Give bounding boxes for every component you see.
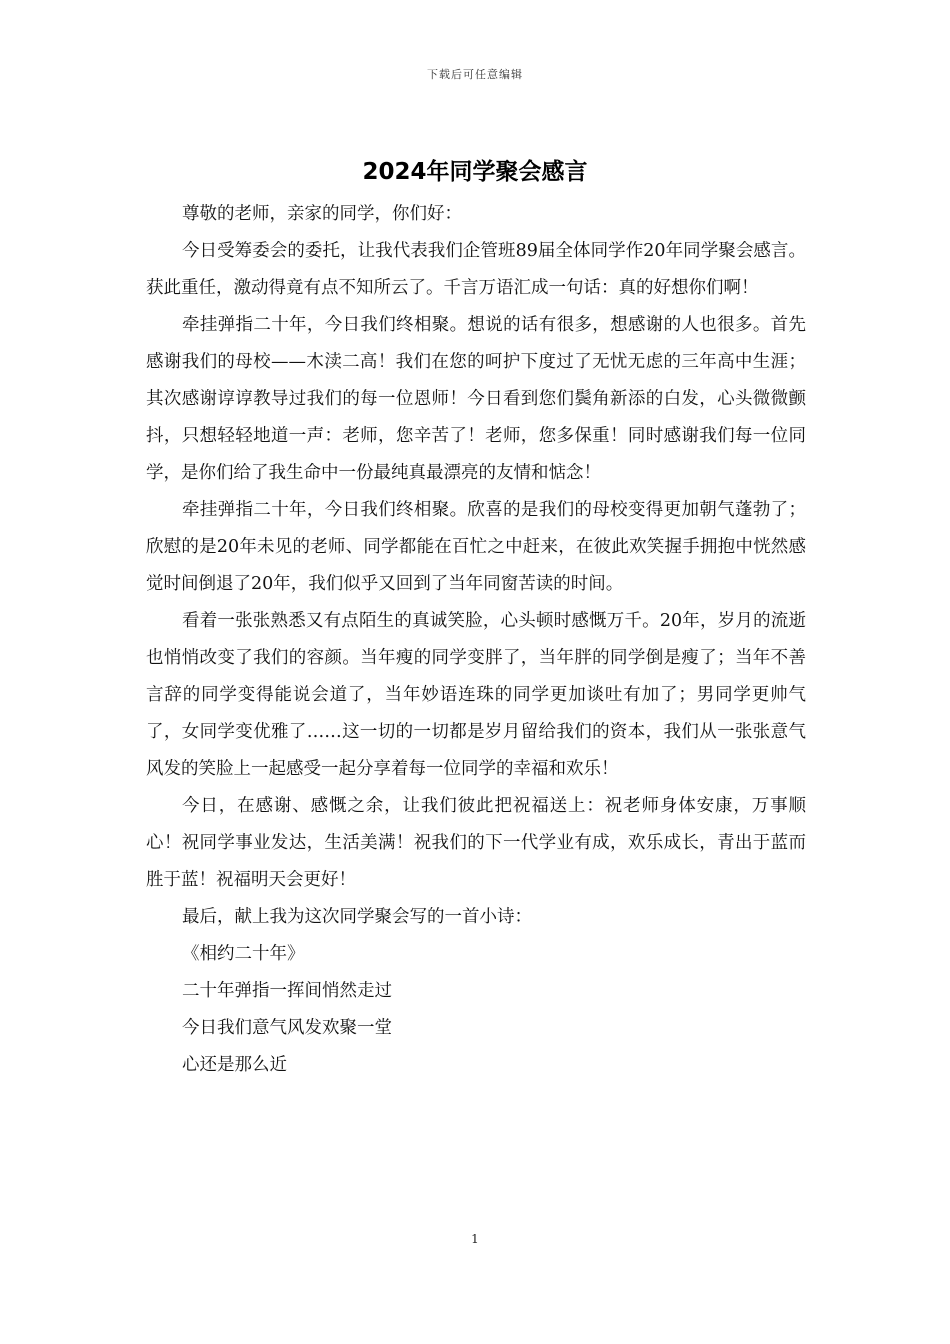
paragraph-intro: 今日受筹委会的委托，让我代表我们企管班89届全体同学作20年同学聚会感言。获此重任，激动得竟有点不知所云了。千言万语汇成一句话：真的好想你们啊！ xyxy=(146,241,806,298)
paragraph-greeting: 尊敬的老师，亲家的同学，你们好： xyxy=(182,204,462,224)
document-body xyxy=(146,196,806,1084)
poem-line: 今日我们意气风发欢聚一堂 xyxy=(182,1018,392,1038)
paragraph-blessings: 今日，在感谢、感慨之余，让我们彼此把祝福送上：祝老师身体安康，万事顺心！祝同学事业发达，生活美满！祝我们的下一代学业有成，欢乐成长，青出于蓝而胜于蓝！祝福明天会更好！ xyxy=(146,796,806,890)
page-number: 1 xyxy=(471,1232,479,1246)
poem-line: 二十年弹指一挥间悄然走过 xyxy=(182,981,392,1001)
paragraph-reflection: 看着一张张熟悉又有点陌生的真诚笑脸，心头顿时感慨万千。20年，岁月的流逝也悄悄改变了我们的容颜。当年瘦的同学变胖了，当年胖的同学倒是瘦了；当年不善言辞的同学变得能说会道了，当年妙语连珠的同学更加谈吐有加了；男同学更帅气了，女同学变优雅了……这一切的一切都是岁月留给我们的资本，我们从一张张意气风发的笑脸上一起感受一起分享着每一位同学的幸福和欢乐！ xyxy=(146,611,806,779)
paragraph-reunion: 牵挂弹指二十年，今日我们终相聚。欣喜的是我们的母校变得更加朝气蓬勃了；欣慰的是20年未见的老师、同学都能在百忙之中赶来，在彼此欢笑握手拥抱中恍然感觉时间倒退了20年，我们似乎又回到了当年同窗苦读的时间。 xyxy=(146,500,806,594)
poem-line: 心还是那么近 xyxy=(182,1055,287,1075)
paragraph-poem-intro: 最后，献上我为这次同学聚会写的一首小诗： xyxy=(182,907,532,927)
paragraph-thanks: 牵挂弹指二十年，今日我们终相聚。想说的话有很多，想感谢的人也很多。首先感谢我们的母校——木渎二高！我们在您的呵护下度过了无忧无虑的三年高中生涯；其次感谢谆谆教导过我们的每一位恩师！今日看到您们鬓角新添的白发，心头微微颤抖，只想轻轻地道一声：老师，您辛苦了！老师，您多保重！同时感谢我们每一位同学，是你们给了我生命中一份最纯真最漂亮的友情和惦念！ xyxy=(146,315,806,483)
poem-title: 《相约二十年》 xyxy=(182,944,305,964)
document-title: 2024年同学聚会感言 xyxy=(362,159,588,185)
header-note: 下载后可任意编辑 xyxy=(427,68,523,81)
